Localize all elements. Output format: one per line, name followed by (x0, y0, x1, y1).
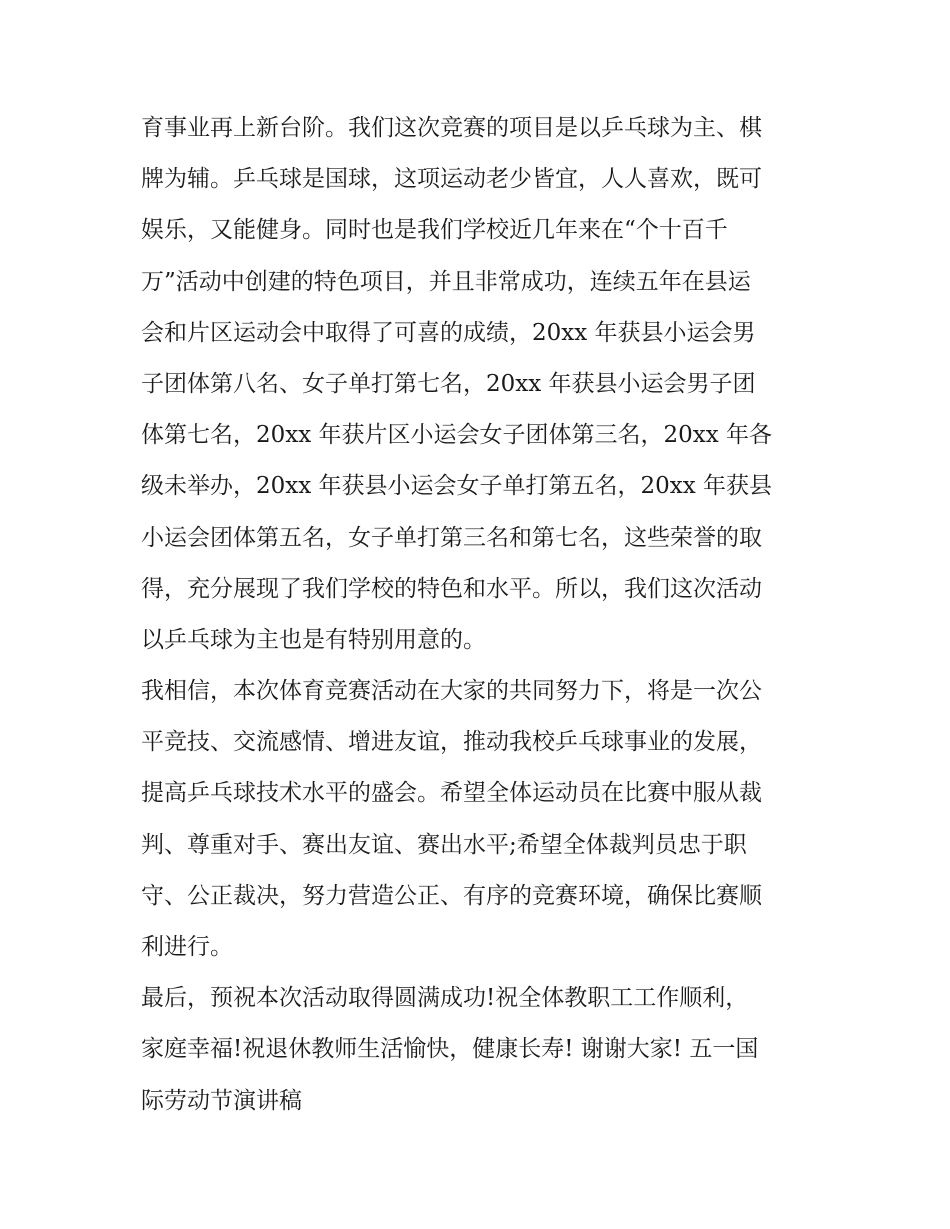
text-line: 子团体第八名、女子单打第七名，20xx 年获县小运会男子团 (141, 370, 756, 397)
text-line: 判、尊重对手、赛出友谊、赛出水平;希望全体裁判员忠于职 (141, 831, 747, 858)
text-line: 万”活动中创建的特色项目，并且非常成功，连续五年在县运 (141, 268, 751, 295)
text-line: 际劳动节演讲稿 (141, 1087, 302, 1114)
text-line: 最后，预祝本次活动取得圆满成功!祝全体教职工工作顺利， (141, 985, 749, 1012)
text-line: 得，充分展现了我们学校的特色和水平。所以，我们这次活动 (141, 575, 762, 602)
text-line: 小运会团体第五名，女子单打第三名和第七名，这些荣誉的取 (141, 524, 762, 551)
text-line: 体第七名，20xx 年获片区小运会女子团体第三名，20xx 年各 (141, 422, 773, 449)
text-line: 牌为辅。乒乓球是国球，这项运动老少皆宜，人人喜欢，既可 (141, 166, 762, 193)
text-line: 育事业再上新台阶。我们这次竞赛的项目是以乒乓球为主、棋 (141, 115, 762, 141)
text-line: 平竞技、交流感情、增进友谊，推动我校乒乓球事业的发展， (141, 729, 762, 756)
text-line: 以乒乓球为主也是有特别用意的。 (141, 626, 486, 653)
text-line: 利进行。 (141, 934, 233, 960)
text-line: 家庭幸福!祝退休教师生活愉快，健康长寿! 谢谢大家! 五一国 (141, 1036, 759, 1063)
text-line: 会和片区运动会中取得了可喜的成绩，20xx 年获县小运会男 (141, 319, 756, 346)
text-line: 娱乐，又能健身。同时也是我们学校近几年来在“个十百千 (141, 217, 728, 244)
text-line: 守、公正裁决，努力营造公正、有序的竞赛环境，确保比赛顺 (141, 882, 762, 909)
body-text (141, 103, 821, 1127)
text-line: 提高乒乓球技术水平的盛会。希望全体运动员在比赛中服从裁 (141, 780, 762, 807)
text-line: 级未举办，20xx 年获县小运会女子单打第五名，20xx 年获县 (141, 473, 773, 500)
text-line: 我相信，本次体育竞赛活动在大家的共同努力下，将是一次公 (141, 678, 762, 705)
